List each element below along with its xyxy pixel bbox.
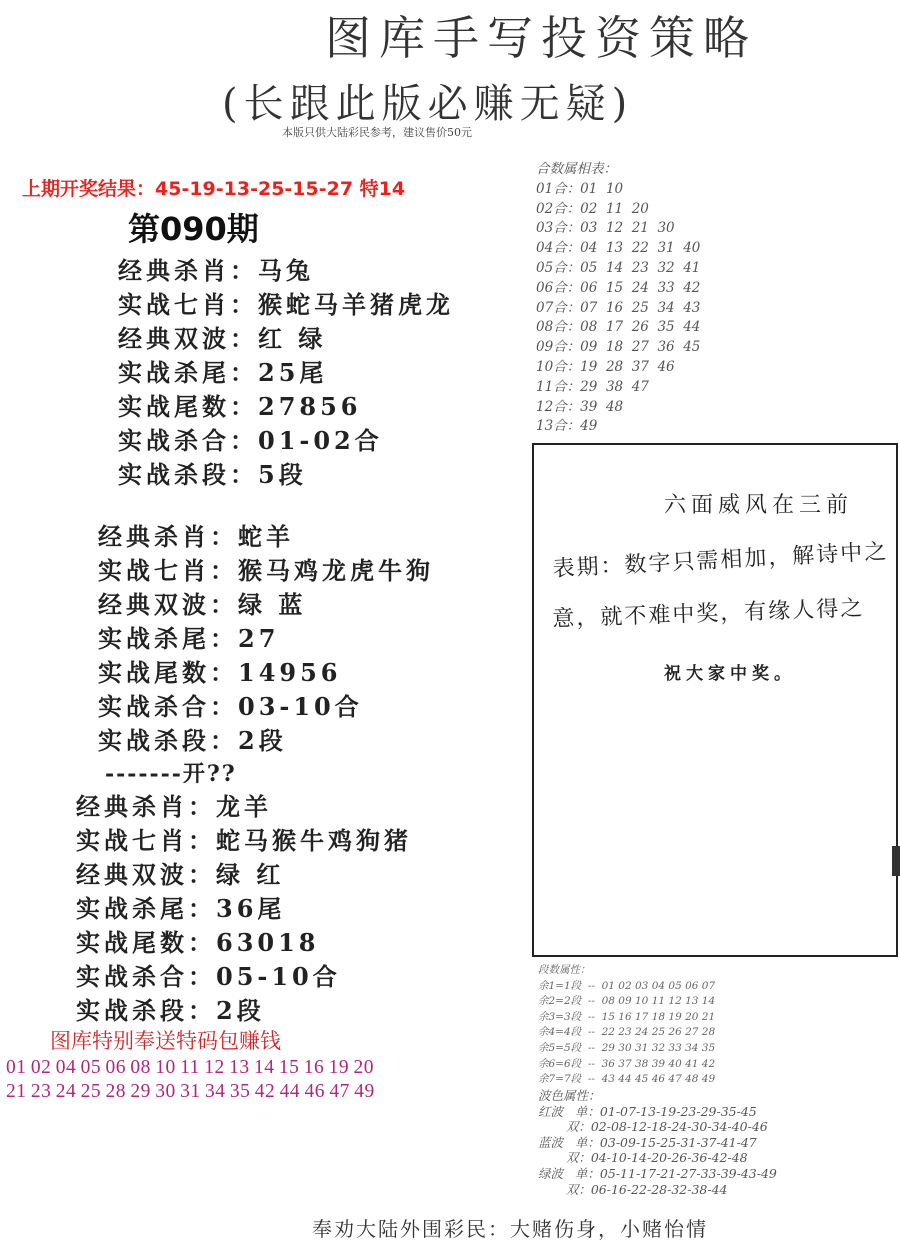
prediction-label: 实战杀尾： bbox=[98, 624, 238, 653]
he-table-title: 合数属相表： bbox=[536, 161, 617, 177]
prediction-label: 实战七肖： bbox=[118, 290, 258, 319]
wave-table-row: 红波 单：01-07-13-19-23-29-35-45 bbox=[538, 1103, 757, 1119]
prediction-value: 36尾 bbox=[216, 894, 286, 923]
segment-table-title: 段数属性： bbox=[538, 964, 591, 976]
prediction-section-2 bbox=[98, 520, 434, 758]
wave-table-row: 双：06-16-22-28-32-38-44 bbox=[538, 1181, 728, 1197]
prediction-line bbox=[76, 994, 412, 1028]
prediction-value: 03-10合 bbox=[238, 692, 363, 721]
prediction-value: 蛇羊 bbox=[238, 522, 294, 551]
wave-table-row: 双：04-10-14-20-26-36-42-48 bbox=[538, 1150, 748, 1166]
prediction-line bbox=[76, 824, 412, 858]
he-table-row: 04合：04 13 22 31 40 bbox=[536, 240, 701, 257]
he-table-row: 11合：29 38 47 bbox=[536, 378, 649, 395]
segment-table-row: 余3=3段 -- 15 16 17 18 19 20 21 bbox=[538, 1010, 716, 1023]
prediction-label: 实战杀合： bbox=[118, 426, 258, 455]
he-table-row: 12合：39 48 bbox=[536, 398, 624, 415]
prediction-value: 蛇马猴牛鸡狗猪 bbox=[216, 826, 412, 855]
wave-table-title: 波色属性： bbox=[538, 1088, 601, 1103]
prediction-line bbox=[118, 322, 454, 356]
prediction-value: 2段 bbox=[238, 726, 287, 755]
segment-table bbox=[538, 963, 715, 1088]
prediction-value: 绿 红 bbox=[216, 860, 285, 889]
prediction-value: 01-02合 bbox=[258, 426, 383, 455]
prediction-label: 实战尾数： bbox=[118, 392, 258, 421]
prediction-label: 实战杀段： bbox=[76, 996, 216, 1025]
segment-table-row: 余4=4段 -- 22 23 24 25 26 27 28 bbox=[538, 1026, 716, 1039]
he-table-row: 09合：09 18 27 36 45 bbox=[536, 339, 701, 356]
poem-box bbox=[532, 443, 898, 957]
prediction-label: 经典杀肖： bbox=[76, 792, 216, 821]
prediction-label: 实战杀尾： bbox=[76, 894, 216, 923]
prediction-line bbox=[98, 656, 434, 690]
prediction-label: 实战七肖： bbox=[76, 826, 216, 855]
prediction-line bbox=[98, 554, 434, 588]
prediction-line bbox=[118, 390, 454, 424]
prediction-value: 绿 蓝 bbox=[238, 590, 307, 619]
wish-text: 祝大家中奖。 bbox=[664, 664, 796, 684]
prediction-label: 实战杀尾： bbox=[118, 358, 258, 387]
prediction-value: 马兔 bbox=[258, 256, 314, 285]
promo-numbers-row-1: 01 02 04 05 06 08 10 11 12 13 14 15 16 19 20 bbox=[6, 1057, 375, 1078]
prediction-value: 25尾 bbox=[258, 358, 328, 387]
prediction-line bbox=[76, 790, 412, 824]
prediction-label: 实战尾数： bbox=[98, 658, 238, 687]
prediction-label: 经典杀肖： bbox=[98, 522, 238, 551]
prediction-label: 实战七肖： bbox=[98, 556, 238, 585]
prediction-value: 05-10合 bbox=[216, 962, 341, 991]
prediction-label: 实战杀合： bbox=[98, 692, 238, 721]
prediction-line bbox=[118, 356, 454, 390]
prediction-line bbox=[76, 960, 412, 994]
he-table-row: 07合：07 16 25 34 43 bbox=[536, 299, 701, 316]
poem-title: 六面威风在三前 bbox=[664, 493, 854, 518]
prediction-value: 猴蛇马羊猪虎龙 bbox=[258, 290, 454, 319]
page-subtitle: (长跟此版必赚无疑) bbox=[222, 81, 634, 127]
wave-table-row: 绿波 单：05-11-17-21-27-33-39-43-49 bbox=[538, 1165, 777, 1181]
he-table-row: 01合：01 10 bbox=[536, 180, 624, 197]
promo-numbers-row-2: 21 23 24 25 28 29 30 31 34 35 42 44 46 47 49 bbox=[6, 1081, 375, 1102]
page-title: 图库手写投资策略 bbox=[325, 11, 757, 65]
he-table-row: 02合：02 11 20 bbox=[536, 200, 649, 217]
prediction-line bbox=[98, 588, 434, 622]
prediction-label: 经典双波： bbox=[76, 860, 216, 889]
prediction-label: 经典双波： bbox=[98, 590, 238, 619]
segment-table-row: 余7=7段 -- 43 44 45 46 47 48 49 bbox=[538, 1073, 716, 1086]
prediction-line bbox=[98, 724, 434, 758]
he-table-row: 10合：19 28 37 46 bbox=[536, 358, 675, 375]
segment-table-row: 余2=2段 -- 08 09 10 11 12 13 14 bbox=[538, 995, 716, 1008]
he-number-table bbox=[536, 160, 700, 437]
prediction-line bbox=[76, 858, 412, 892]
prediction-label: 实战杀合： bbox=[76, 962, 216, 991]
he-table-row: 05合：05 14 23 32 41 bbox=[536, 259, 701, 276]
poem-line-2: 意，就不难中奖，有缘人得之 bbox=[552, 596, 865, 632]
prediction-value: 14956 bbox=[238, 658, 342, 687]
prediction-value: 27856 bbox=[258, 392, 362, 421]
prediction-line bbox=[118, 458, 454, 492]
prediction-value: 龙羊 bbox=[216, 792, 272, 821]
prediction-line bbox=[118, 254, 454, 288]
prediction-line bbox=[118, 288, 454, 322]
prediction-value: 63018 bbox=[216, 928, 320, 957]
price-note: 本版只供大陆彩民参考，建议售价50元 bbox=[282, 126, 472, 139]
edge-mark bbox=[892, 846, 900, 876]
wave-table-row: 双：02-08-12-18-24-30-34-40-46 bbox=[538, 1119, 768, 1135]
he-table-row: 13合：49 bbox=[536, 418, 598, 435]
poem-line-1: 表期：数字只需相加，解诗中之 bbox=[552, 539, 889, 582]
section-separator: -------开?? bbox=[105, 761, 237, 787]
promo-title: 图库特别奉送特码包赚钱 bbox=[50, 1029, 281, 1053]
prediction-line bbox=[98, 690, 434, 724]
wave-table-row: 蓝波 单：03-09-15-25-31-37-41-47 bbox=[538, 1134, 757, 1150]
he-table-row: 08合：08 17 26 35 44 bbox=[536, 319, 701, 336]
last-result: 上期开奖结果：45-19-13-25-15-27 特14 bbox=[22, 178, 406, 200]
prediction-line bbox=[76, 892, 412, 926]
he-table-row: 03合：03 12 21 30 bbox=[536, 220, 675, 237]
footer-advice: 奉劝大陆外围彩民：大赌伤身，小赌怡情 bbox=[312, 1217, 708, 1241]
prediction-label: 经典杀肖： bbox=[118, 256, 258, 285]
segment-table-row: 余1=1段 -- 01 02 03 04 05 06 07 bbox=[538, 979, 716, 992]
prediction-section-3 bbox=[76, 790, 412, 1028]
prediction-line bbox=[118, 424, 454, 458]
prediction-value: 红 绿 bbox=[258, 324, 327, 353]
prediction-line bbox=[98, 622, 434, 656]
he-table-row: 06合：06 15 24 33 42 bbox=[536, 279, 701, 296]
prediction-label: 实战尾数： bbox=[76, 928, 216, 957]
issue-number: 第090期 bbox=[128, 210, 259, 248]
prediction-value: 猴马鸡龙虎牛狗 bbox=[238, 556, 434, 585]
segment-table-row: 余5=5段 -- 29 30 31 32 33 34 35 bbox=[538, 1041, 716, 1054]
prediction-value: 5段 bbox=[258, 460, 307, 489]
prediction-label: 实战杀段： bbox=[118, 460, 258, 489]
prediction-label: 实战杀段： bbox=[98, 726, 238, 755]
wave-color-table bbox=[538, 1088, 777, 1197]
prediction-value: 27 bbox=[238, 624, 280, 653]
segment-table-row: 余6=6段 -- 36 37 38 39 40 41 42 bbox=[538, 1057, 716, 1070]
prediction-value: 2段 bbox=[216, 996, 265, 1025]
prediction-line bbox=[98, 520, 434, 554]
prediction-section-1 bbox=[118, 254, 454, 492]
prediction-label: 经典双波： bbox=[118, 324, 258, 353]
prediction-line bbox=[76, 926, 412, 960]
